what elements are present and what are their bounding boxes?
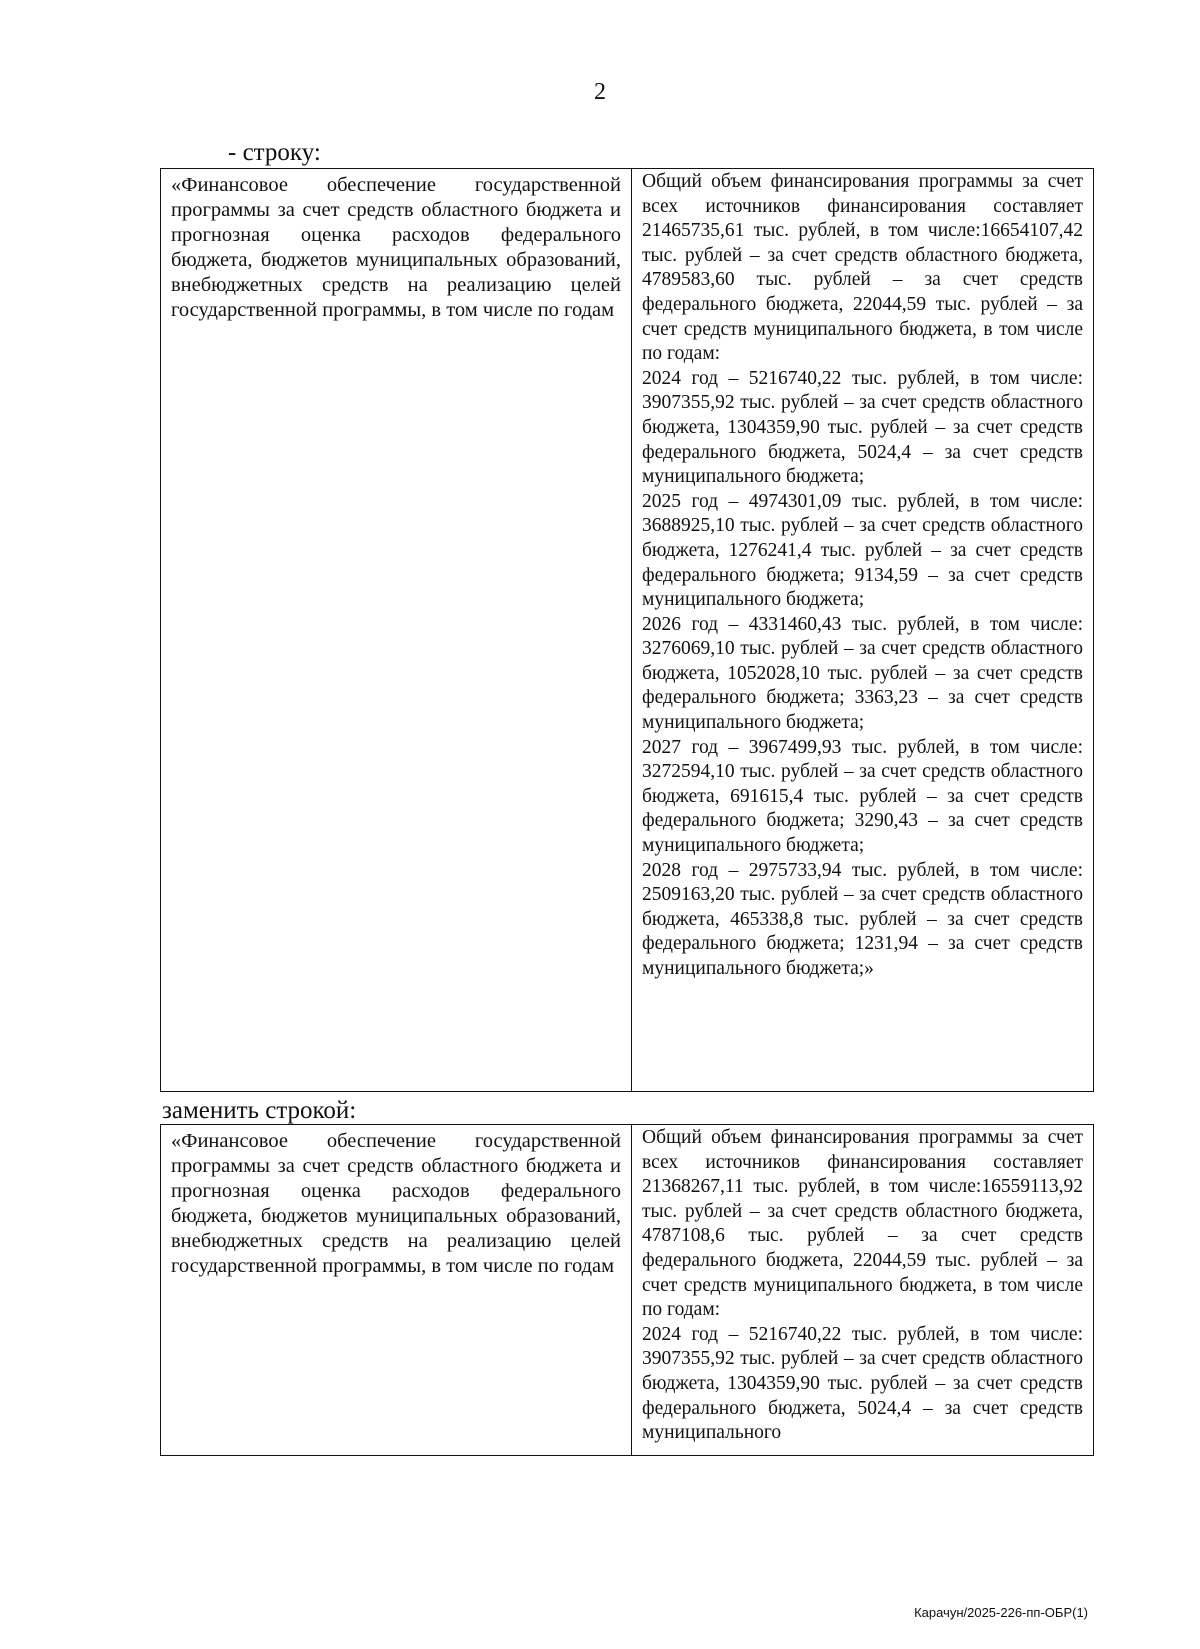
new-row-table (160, 1124, 1094, 1456)
old-row-right-cell (632, 169, 1093, 1091)
page-number: 2 (594, 79, 606, 105)
old-row-left-cell (161, 169, 632, 1091)
section-label-new: заменить строкой: (162, 1097, 357, 1124)
old-row-total-paragraph: Общий объем финансирования программы за счет всех источников финансирования составляет 21465735,61 тыс. рублей, в том числе:16654107,42 тыс. рублей – за счет средств областного бюджета, 4789583,60 тыс. рублей – за счет средств федерального бюджета, 22044,59 тыс. рублей – за счет средств муниципального бюджета, в том числе по годам: (642, 171, 1083, 365)
old-row-table (160, 168, 1094, 1092)
new-row-total-paragraph: Общий объем финансирования программы за счет всех источников финансирования составляет 21368267,11 тыс. рублей, в том числе:16559113,92 тыс. рублей – за счет средств областного бюджета, 4787108,6 тыс. рублей – за счет средств федерального бюджета, 22044,59 тыс. рублей – за счет средств муниципального бюджета, в том числе по годам: (642, 1127, 1083, 1321)
new-row-left-text: «Финансовое обеспечение государственной программы за счет средств областного бюджета и прогнозная оценка расходов федерального бюджета, бюджетов муниципальных образований, внебюджетных средств на реализацию целей государственной программы, в том числе по годам (171, 1130, 621, 1277)
new-row-year-2024: 2024 год – 5216740,22 тыс. рублей, в том числе: 3907355,92 тыс. рублей – за счет средств областного бюджета, 1304359,90 тыс. рублей – за счет средств федерального бюджета, 5024,4 – за счет средств муниципального (642, 1323, 1083, 1444)
new-row-left-cell (161, 1125, 632, 1455)
new-row-right-cell (632, 1125, 1093, 1455)
old-row-year-2024: 2024 год – 5216740,22 тыс. рублей, в том числе: 3907355,92 тыс. рублей – за счет средств областного бюджета, 1304359,90 тыс. рублей – за счет средств федерального бюджета, 5024,4 – за счет средств муниципального бюджета; (642, 367, 1083, 488)
section-label-old: - строку: (228, 139, 321, 166)
old-row-year-2026: 2026 год – 4331460,43 тыс. рублей, в том числе: 3276069,10 тыс. рублей – за счет средств областного бюджета, 1052028,10 тыс. рублей – за счет средств федерального бюджета; 3363,23 – за счет средств муниципального бюджета; (642, 613, 1083, 734)
old-row-left-text: «Финансовое обеспечение государственной программы за счет средств областного бюджета и прогнозная оценка расходов федерального бюджета, бюджетов муниципальных образований, внебюджетных средств на реализацию целей государственной программы, в том числе по годам (171, 174, 621, 321)
old-row-year-2025: 2025 год – 4974301,09 тыс. рублей, в том числе: 3688925,10 тыс. рублей – за счет средств областного бюджета, 1276241,4 тыс. рублей – за счет средств федерального бюджета; 9134,59 – за счет средств муниципального бюджета; (642, 490, 1083, 611)
old-row-year-2028: 2028 год – 2975733,94 тыс. рублей, в том числе: 2509163,20 тыс. рублей – за счет средств областного бюджета, 465338,8 тыс. рублей – за счет средств федерального бюджета; 1231,94 – за счет средств муниципального бюджета;» (642, 859, 1083, 979)
old-row-year-2027: 2027 год – 3967499,93 тыс. рублей, в том числе: 3272594,10 тыс. рублей – за счет средств областного бюджета, 691615,4 тыс. рублей – за счет средств федерального бюджета; 3290,43 – за счет средств муниципального бюджета; (642, 736, 1083, 857)
document-footer-code: Карачун/2025-226-пп-ОБР(1) (914, 1605, 1088, 1620)
